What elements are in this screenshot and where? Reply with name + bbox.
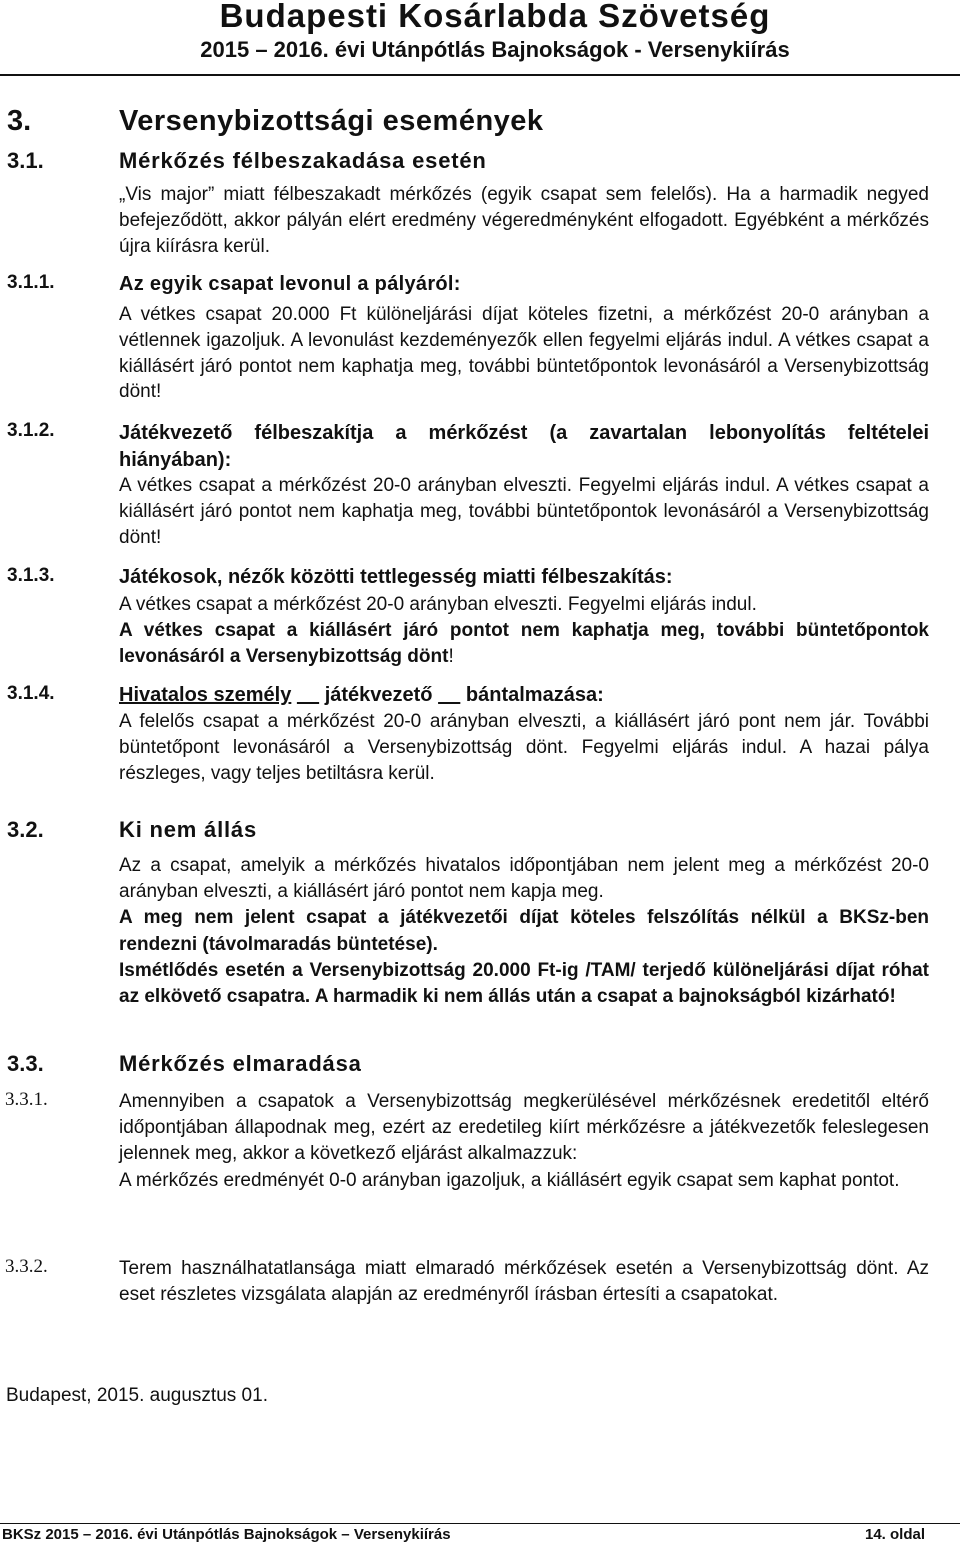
footer-divider xyxy=(0,1523,960,1524)
section-3-1-4-text: A felelős csapat a mérkőzést 20-0 arányban elveszti, a kiállásért járó pont nem jár. További büntetőpont levonásáról a Versenybizottság dönt. Fegyelmi eljárás indul. A hazai pálya részleges, vagy teljes betiltásra kerül. xyxy=(119,711,929,784)
section-3-1-intro: „Vis major” miatt félbeszakadt mérkőzés (egyik csapat sem felelős). Ha a harmadik negyed befejeződött, akkor pályán elért eredmény végeredményként elfogadott. Egyébként a mérkőzés újra kiírásra kerül. xyxy=(119,184,929,257)
section-3-1-1-text: A vétkes csapat 20.000 Ft különeljárási díjat köteles fizetni, a mérkőzést 20-0 arányban a vétlennek igazoljuk. A levonulást kezdeményezők ellen fegyelmi eljárás indul. A vétkes csapat a kiállásért járó pontot nem kaphatja meg, további büntetőpontok levonásáról a Versenybizottság dönt! xyxy=(119,304,929,403)
section-3-1-3-number: 3.1.3. xyxy=(7,565,55,586)
section-3-1-2-text: A vétkes csapat a mérkőzést 20-0 arányban elveszti. Fegyelmi eljárás indul. A vétkes csapat a kiállásért járó pontot nem kaphatja meg, további büntetőpontok levonásáról a Versenybizottság dönt! xyxy=(119,475,929,548)
section-3-1-1-title: Az egyik csapat levonul a pályáról: xyxy=(119,273,461,295)
footer-title: BKSz 2015 – 2016. évi Utánpótlás Bajnokságok – Versenykiírás xyxy=(2,1526,451,1543)
section-3-1-3-bold-end: ! xyxy=(448,645,454,667)
section-3-1-title: Mérkőzés félbeszakadása esetén xyxy=(119,148,487,173)
document-subtitle: 2015 – 2016. évi Utánpótlás Bajnokságok - Versenykiírás xyxy=(200,37,790,62)
section-3-2-number: 3.2. xyxy=(7,817,44,842)
section-3-3-number: 3.3. xyxy=(7,1051,44,1076)
section-3-2-body xyxy=(119,853,929,1010)
section-3-1-4-title-c: bántalmazása: xyxy=(465,684,604,706)
section-3-1-number: 3.1. xyxy=(7,148,44,173)
section-3-1-4-title xyxy=(119,683,929,709)
section-3-3-title: Mérkőzés elmaradása xyxy=(119,1051,362,1076)
document-title: Budapesti Kosárlabda Szövetség xyxy=(219,0,771,34)
section-3-2-text: Az a csapat, amelyik a mérkőzés hivatalos időpontjában nem jelent meg a mérkőzést 20-0 arányban elveszti, a kiállásért járó pontot nem kapja meg. xyxy=(119,855,929,903)
section-3-1-2-number: 3.1.2. xyxy=(7,420,55,441)
header-divider xyxy=(0,74,960,76)
section-3-title: Versenybizottsági események xyxy=(119,105,544,137)
section-3-1-2-title: Játékvezető félbeszakítja a mérkőzést (a zavartalan lebonyolítás feltételei hiányában): xyxy=(119,422,929,471)
section-3-3-2-text: Terem használhatatlansága miatt elmaradó mérkőzések esetén a Versenybizottság dönt. Az eset részletes vizsgálata alapján az eredményről írásban értesíti a csapatokat. xyxy=(119,1258,929,1306)
section-3-3-1-number: 3.3.1. xyxy=(5,1089,48,1110)
section-3-3-1-text-2: A mérkőzés eredményét 0-0 arányban igazoljuk, a kiállásért egyik csapat sem kaphat pontot. xyxy=(119,1169,900,1191)
section-3-1-4-number: 3.1.4. xyxy=(7,683,55,704)
section-3-1-4-title-a: Hivatalos személy xyxy=(119,684,292,706)
section-3-2-bold-2: Ismétlődés esetén a Versenybizottság 20.000 Ft-ig /TAM/ terjedő különeljárási díjat róhat az elkövető csapatra. A harmadik ki nem állás után a csapat a bajnokságból kizárható! xyxy=(119,959,929,1008)
section-3-number: 3. xyxy=(7,105,32,137)
section-3-3-1-body xyxy=(119,1089,929,1194)
section-3-2-bold-1: A meg nem jelent csapat a játékvezetői díjat köteles felszólítás nélkül a BKSz-ben rendezni (távolmaradás büntetése). xyxy=(119,907,929,955)
section-3-1-3-bold: A vétkes csapat a kiállásért járó pontot nem kaphatja meg, további büntetőpontok levonásáról a Versenybizottság dönt xyxy=(119,619,929,667)
section-3-1-3-plain: A vétkes csapat a mérkőzést 20-0 arányban elveszti. Fegyelmi eljárás indul. xyxy=(119,594,757,615)
section-3-3-2-number: 3.3.2. xyxy=(5,1256,48,1277)
section-3-1-1-number: 3.1.1. xyxy=(7,272,55,293)
section-3-1-4-title-b: játékvezető xyxy=(324,684,433,706)
document-date: Budapest, 2015. augusztus 01. xyxy=(6,1385,268,1406)
section-3-1-3-title: Játékosok, nézők közötti tettlegesség miatti félbeszakítás: xyxy=(119,566,673,588)
section-3-2-title: Ki nem állás xyxy=(119,817,257,842)
section-3-3-1-text: Amennyiben a csapatok a Versenybizottság megkerülésével mérkőzésnek eredetitől eltérő időpontjában állapodnak meg, ezért az eredetileg kiírt mérkőzésre a játékvezetők feleslegesen jelennek meg, akkor a következő eljárást alkalmazzuk: xyxy=(119,1091,929,1165)
section-3-1-3-text xyxy=(119,592,929,669)
page-number: 14. oldal xyxy=(865,1526,926,1543)
